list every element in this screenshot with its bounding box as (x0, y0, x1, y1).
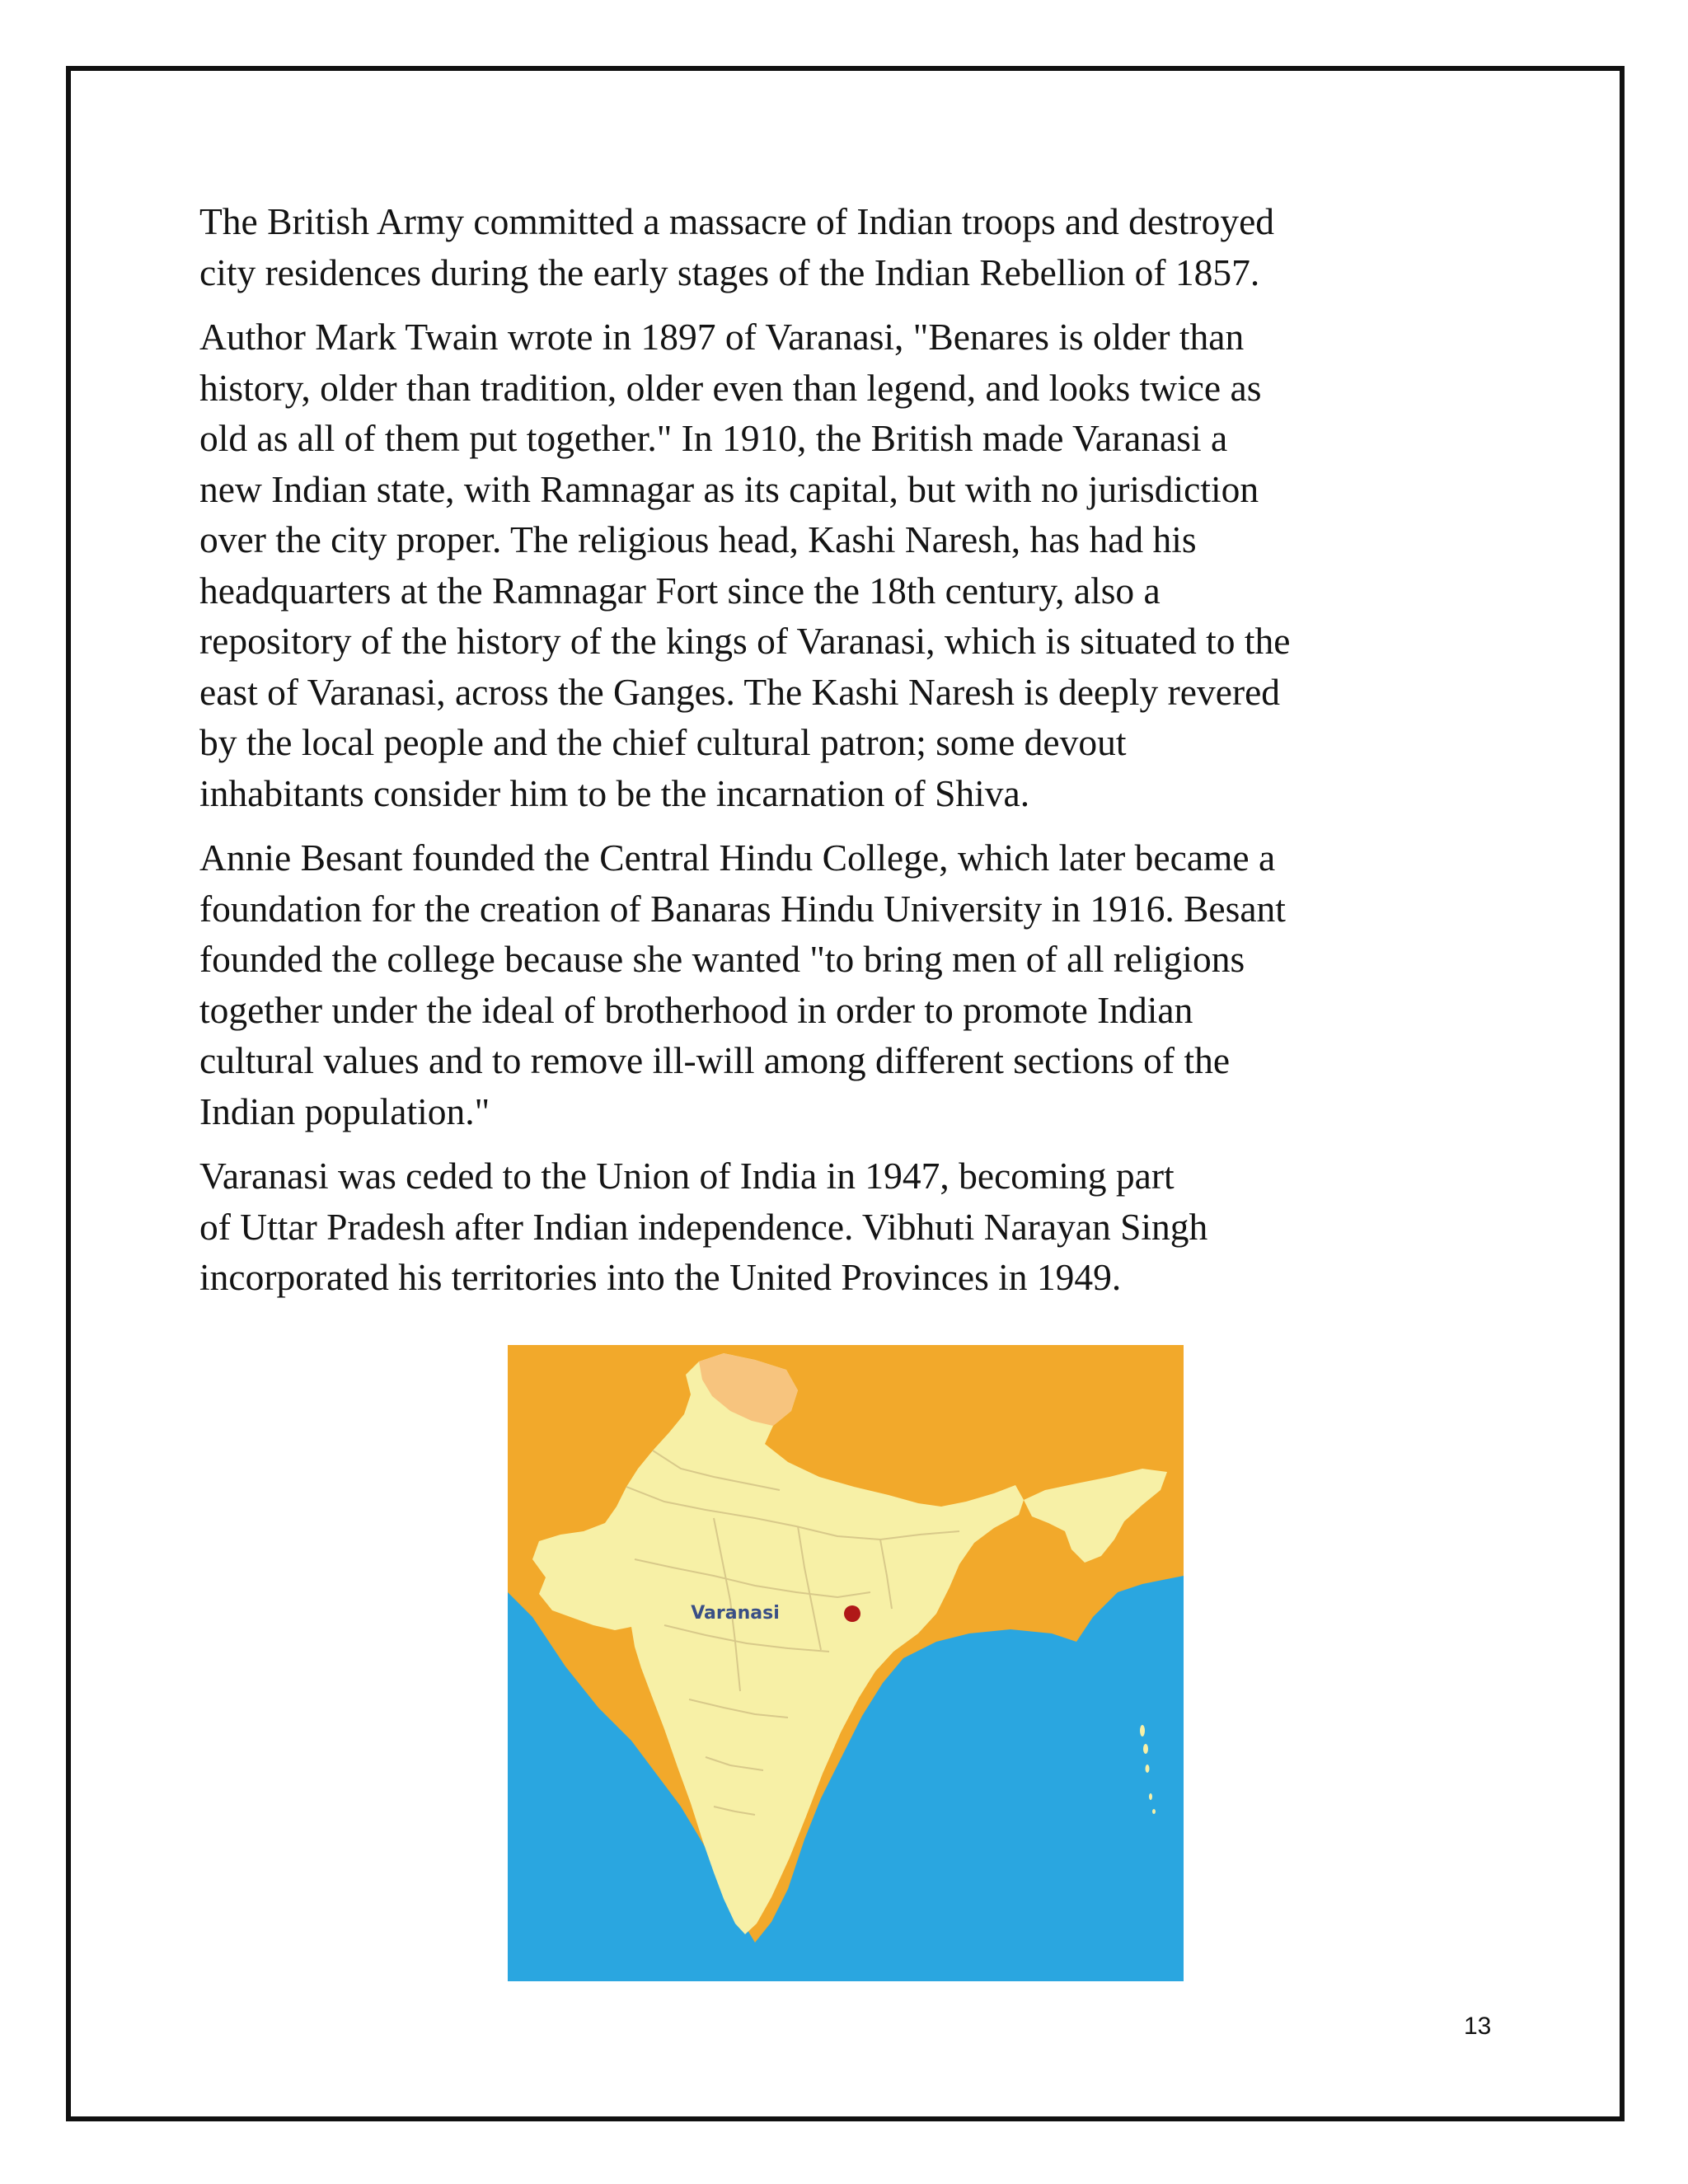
paragraph-union-of-india (199, 1151, 1518, 1303)
island (1146, 1765, 1150, 1773)
island (1140, 1725, 1145, 1736)
text-line: by the local people and the chief cultural patron; some devout (199, 721, 1127, 763)
page-number: 13 (1464, 2013, 1492, 2040)
text-line: repository of the history of the kings of Varanasi, which is situated to the (199, 620, 1291, 662)
island (1152, 1809, 1156, 1814)
text-line: of Uttar Pradesh after Indian independence. Vibhuti Narayan Singh (199, 1205, 1208, 1248)
text-line: headquarters at the Ramnagar Fort since the 18th century, also a (199, 569, 1160, 612)
paragraph-mark-twain (199, 312, 1518, 818)
island (1149, 1793, 1152, 1800)
text-line: inhabitants consider him to be the incarnation of Shiva. (199, 771, 1030, 814)
india-map-graphic (508, 1345, 1184, 1981)
text-line: history, older than tradition, older even than legend, and looks twice as (199, 366, 1262, 409)
text-line: cultural values and to remove ill-will among different sections of the (199, 1039, 1231, 1081)
text-line: Varanasi was ceded to the Union of India in 1947, becoming part (199, 1155, 1175, 1197)
text-line: old as all of them put together." In 1910, the British made Varanasi a (199, 417, 1228, 459)
text-line: foundation for the creation of Banaras Hindu University in 1916. Besant (199, 887, 1286, 930)
text-line: Indian population." (199, 1090, 490, 1132)
text-line: founded the college because she wanted "to bring men of all religions (199, 938, 1245, 980)
text-line: Annie Besant founded the Central Hindu College, which later became a (199, 837, 1276, 879)
text-line: together under the ideal of brotherhood in order to promote Indian (199, 988, 1193, 1031)
island (1143, 1744, 1148, 1754)
body-text (199, 196, 1518, 1317)
text-line: new Indian state, with Ramnagar as its capital, but with no jurisdiction (199, 467, 1259, 510)
text-line: over the city proper. The religious head, Kashi Naresh, has had his (199, 518, 1197, 560)
paragraph-british-army (199, 196, 1518, 298)
varanasi-marker (844, 1605, 860, 1622)
india-map (508, 1345, 1184, 1981)
text-line: east of Varanasi, across the Ganges. The Kashi Naresh is deeply revered (199, 670, 1281, 713)
text-line: incorporated his territories into the United Provinces in 1949. (199, 1256, 1122, 1298)
text-line: city residences during the early stages of the Indian Rebellion of 1857. (199, 251, 1260, 293)
paragraph-annie-besant (199, 832, 1518, 1137)
text-line: The British Army committed a massacre of Indian troops and destroyed (199, 200, 1275, 242)
text-line: Author Mark Twain wrote in 1897 of Varanasi, "Benares is older than (199, 316, 1245, 358)
varanasi-label: Varanasi (691, 1603, 780, 1624)
